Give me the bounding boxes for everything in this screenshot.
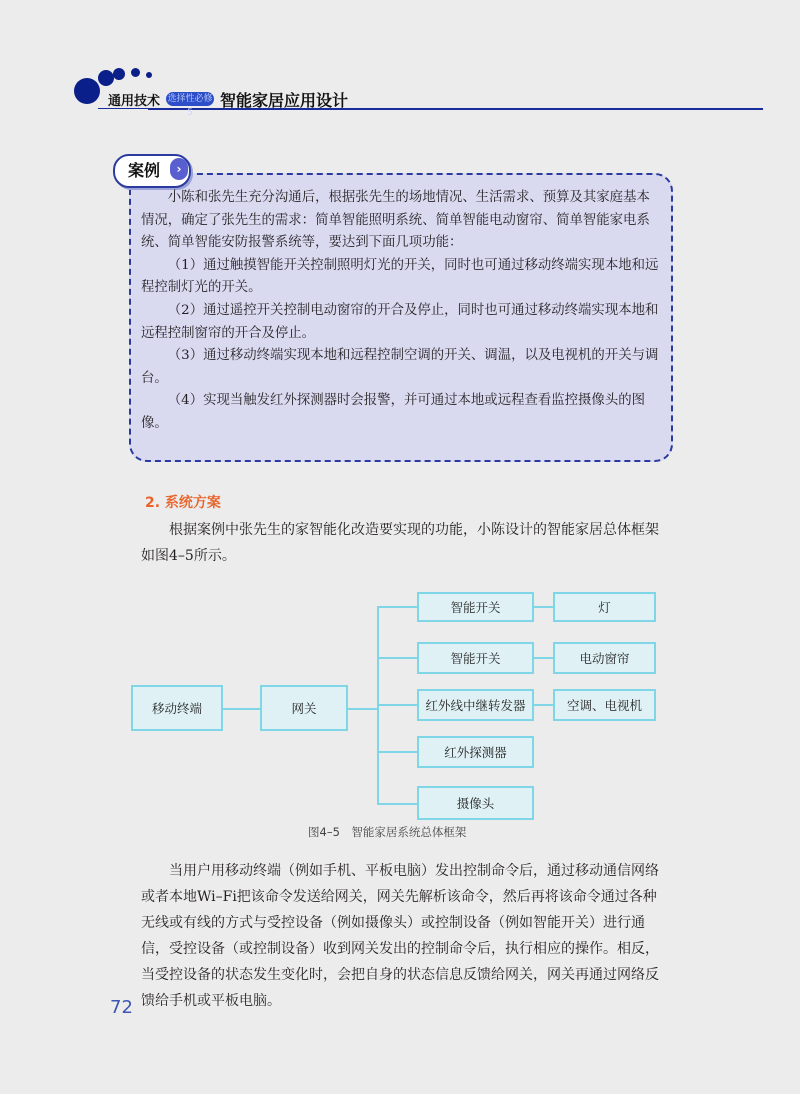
- body-paragraph: 当用户用移动终端（例如手机、平板电脑）发出控制命令后，通过移动通信网络或者本地Wi–Fi把该命令发送给网关，网关先解析该命令，然后再将该命令通过各种无线或有线的方式与受控设备（例如摄像头）或控制设备（例如智能开关）进行通信，受控设备（或控制设备）收到网关发出的控制命令后，执行相应的操作。相反，当受控设备的状态发生变化时，会把自身的状态信息反馈给网关，网关再通过网络反馈给手机或平板电脑。: [141, 863, 659, 1009]
- connector: [377, 803, 417, 805]
- section-heading: 2. 系统方案: [145, 495, 221, 511]
- section-intro: 根据案例中张先生的家智能化改造要实现的功能，小陈设计的智能家居总体框架如图4–5所示。: [141, 522, 659, 564]
- chevron-right-icon: ›: [170, 158, 188, 180]
- connector: [533, 606, 553, 608]
- node-device-smart-switch: 智能开关: [417, 642, 534, 674]
- case-paragraph: （1）通过触摸智能开关控制照明灯光的开关，同时也可通过移动终端实现本地和远程控制灯光的开关。: [141, 257, 659, 296]
- header-dot-4: [131, 68, 140, 77]
- node-device-ir-detector: 红外探测器: [417, 736, 534, 768]
- chapter-title: 智能家居应用设计: [220, 91, 349, 110]
- header-dot-large: [74, 78, 100, 104]
- connector: [533, 704, 553, 706]
- connector: [377, 751, 417, 753]
- figure-caption: 图4–5 智能家居系统总体框架: [308, 825, 467, 839]
- connector: [377, 606, 417, 608]
- node-device-smart-switch: 智能开关: [417, 592, 534, 622]
- connector: [222, 708, 260, 710]
- node-device-camera: 摄像头: [417, 786, 534, 820]
- header-dot-2: [98, 70, 114, 86]
- connector: [377, 704, 417, 706]
- node-device-ir-relay: 红外线中继转发器: [417, 689, 534, 721]
- case-paragraph: （3）通过移动终端实现本地和远程控制空调的开关、调温，以及电视机的开关与调台。: [141, 348, 659, 386]
- case-text: [141, 187, 661, 436]
- case-tab-label: 案例: [128, 161, 161, 180]
- series-label: 通用技术: [108, 94, 161, 109]
- header-dot-5: [146, 72, 152, 78]
- module-badge: 选择性必修5: [167, 94, 213, 118]
- connector: [533, 657, 553, 659]
- header-dot-3: [113, 68, 125, 80]
- case-paragraph: 小陈和张先生充分沟通后，根据张先生的场地情况、生活需求、预算及其家庭基本情况，确定了张先生的需求：简单智能照明系统、简单智能电动窗帘、简单智能家电系统、简单智能安防报警系统等，要达到下面几项功能：: [141, 190, 650, 251]
- connector: [348, 708, 378, 710]
- node-gateway: 网关: [260, 685, 348, 731]
- connector: [377, 657, 417, 659]
- page-number: 72: [110, 997, 133, 1018]
- node-target-curtain: 电动窗帘: [553, 642, 656, 674]
- node-target-ac-tv: 空调、电视机: [553, 689, 656, 721]
- case-paragraph: （2）通过遥控开关控制电动窗帘的开合及停止，同时也可通过移动终端实现本地和远程控制窗帘的开合及停止。: [141, 302, 659, 341]
- node-mobile-terminal: 移动终端: [131, 685, 223, 731]
- case-paragraph: （4）实现当触发红外探测器时会报警，并可通过本地或远程查看监控摄像头的图像。: [141, 393, 645, 431]
- node-target-light: 灯: [553, 592, 656, 622]
